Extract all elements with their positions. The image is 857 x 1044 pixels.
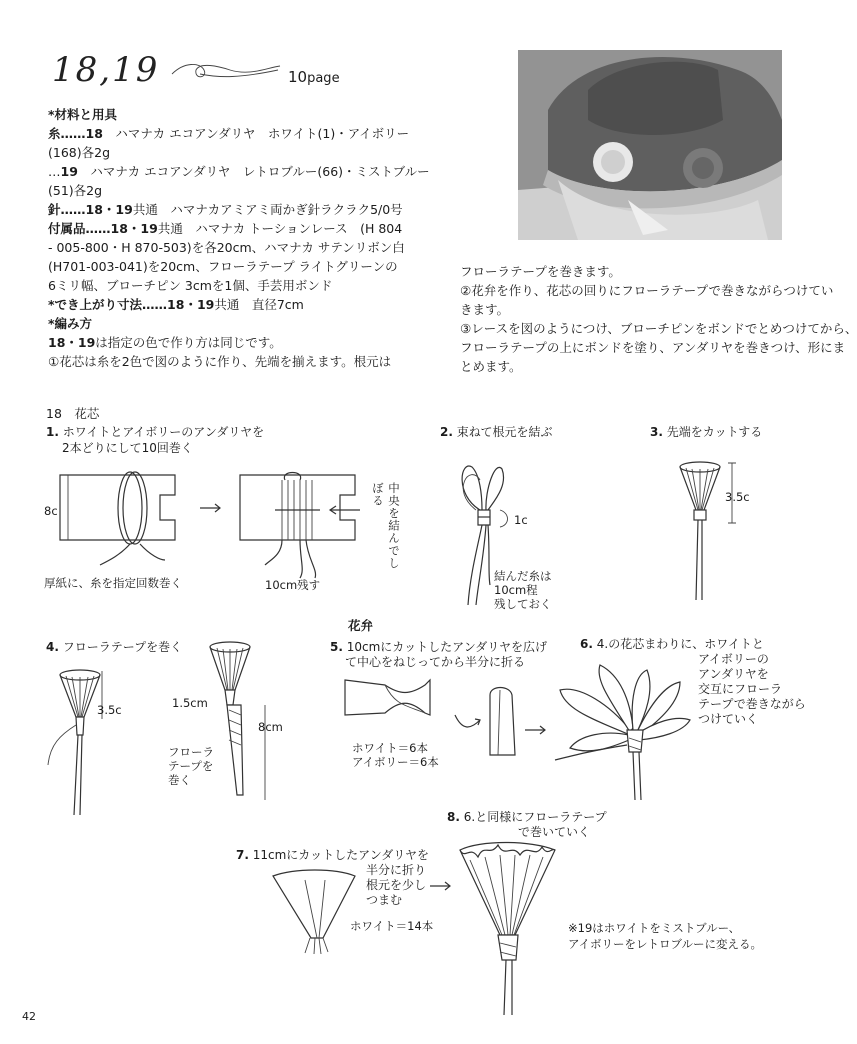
method-line: [48, 333, 488, 352]
step-3-35c: 3.5c: [725, 490, 750, 504]
hat-photo: [518, 50, 782, 240]
step-4-note-2: テープを: [168, 759, 214, 773]
step-7-line-4: つまむ: [366, 893, 403, 907]
section-petal: 花弁: [348, 618, 374, 633]
step-1-10cm: 10cm残す: [265, 578, 321, 592]
method-heading: *編み方: [48, 316, 93, 331]
instr-line-1: フローラテープを巻きます。: [460, 264, 621, 279]
needle-text: 共通 ハマナカアミアミ両かぎ針ラクラク5/0号: [132, 202, 403, 217]
step-4-8cm: 8cm: [258, 720, 283, 734]
yarn-19-num: 19: [60, 164, 78, 179]
step-4-num: 4.: [46, 640, 59, 654]
step-5-white: ホワイト＝6本: [352, 741, 428, 755]
step-2-note-2: 10cm程: [494, 583, 538, 597]
instructions-continued: [460, 262, 857, 376]
step-5-ivory: アイボリー＝6本: [352, 755, 439, 769]
step-3-diagram: [670, 455, 750, 610]
step-7-label: [236, 848, 429, 863]
needle-line: [48, 200, 488, 219]
step-4-35c: 3.5c: [97, 703, 122, 717]
step-2-num: 2.: [440, 425, 453, 439]
step-3-label: [650, 425, 762, 440]
title-flourish: [170, 56, 282, 82]
colour-note-2: アイボリーをレトロブルーに変える。: [568, 937, 763, 951]
step-6-line-3: アンダリヤを: [698, 667, 769, 681]
step-4-diagram-a: [40, 665, 125, 825]
step-1-diagram: [60, 460, 380, 585]
step-5-label: [330, 640, 547, 655]
step-6-diagram: [555, 660, 695, 805]
step-5-line-1: 10cmにカットしたアンダリヤを広げ: [346, 640, 547, 654]
step-7-line-2: 半分に折り: [366, 863, 427, 877]
step-7-num: 7.: [236, 848, 249, 862]
needle-num: 18・19: [85, 202, 133, 217]
step-5-num: 5.: [330, 640, 343, 654]
yarn-19-prefix: …: [48, 164, 61, 179]
accessories-line-4: 6ミリ幅、ブローチピン 3cmを1個、手芸用ボンド: [48, 278, 333, 293]
instr-line-2: ②花弁を作り、花芯の回りにフローラテープで巻きながらつけてい: [460, 283, 834, 298]
step-7-line-3: 根元を少し: [366, 878, 427, 892]
yarn-19-line: [48, 162, 488, 181]
accessories-line: [48, 219, 488, 238]
step-7-diagram: [265, 868, 465, 958]
method-num: 18・19: [48, 335, 96, 350]
accessories-line-3: (H701-003-041)を20cm、フローラテープ ライトグリーンの: [48, 259, 398, 274]
step-8-num: 8.: [447, 810, 460, 824]
materials-heading: *材料と用具: [48, 107, 118, 122]
size-line: [48, 295, 488, 314]
size-text: 共通 直径7cm: [214, 297, 304, 312]
step-1-caption: 厚紙に、糸を指定回数巻く: [44, 576, 182, 590]
yarn-18-cont: (168)各2g: [48, 145, 110, 160]
instr-line-4: ③レースを図のようにつけ、ブローチピンをボンドでとめつけてから、: [460, 321, 857, 336]
size-num: 18・19: [167, 297, 215, 312]
step-7-line-1: 11cmにカットしたアンダリヤを: [252, 848, 429, 862]
step-2-note-1: 結んだ糸は: [494, 569, 552, 583]
acc-text: 共通 ハマナカ トーションレース (H 804: [157, 221, 403, 236]
acc-prefix: 付属品……: [48, 221, 111, 236]
step-6-num: 6.: [580, 637, 593, 651]
pattern-title: 18,19: [52, 50, 160, 90]
acc-num: 18・19: [110, 221, 158, 236]
yarn-prefix: 糸……: [48, 126, 86, 141]
step-4-note-1: フローラ: [168, 745, 214, 759]
step-1-8c: 8c: [44, 504, 58, 518]
step-8-label: [447, 810, 607, 825]
step-7-white: ホワイト＝14本: [350, 919, 434, 933]
method-text: は指定の色で作り方は同じです。: [95, 335, 282, 350]
step-6-line-5: テープで巻きながら: [698, 697, 806, 711]
instr-line-6: とめます。: [460, 359, 522, 374]
page-number: 42: [22, 1010, 36, 1023]
step-6-line-2: アイボリーの: [698, 652, 769, 666]
page-reference-word: page: [307, 71, 340, 86]
step-4-note-3: 巻く: [168, 773, 191, 787]
step-1-num: 1.: [46, 425, 59, 439]
step-1-tie-note: 中央を結んでしぼる: [371, 482, 401, 570]
step-4-15cm: 1.5cm: [172, 696, 208, 710]
step-6-line-4: 交互にフローラ: [698, 682, 783, 696]
accessories-line-2: - 005-800・H 870-503)を各20cm、ハマナカ サテンリボン白: [48, 240, 405, 255]
instr-line-3: きます。: [460, 302, 510, 317]
step-6-label: [580, 637, 764, 652]
step-3-num: 3.: [650, 425, 663, 439]
section-flower-core: 18 花芯: [46, 406, 100, 421]
step-1-line-1: ホワイトとアイボリーのアンダリヤを: [62, 425, 265, 439]
yarn-18-line: [48, 124, 488, 143]
step-2-1c: 1c: [514, 513, 528, 527]
colour-note-1: ※19はホワイトをミストブルー、: [568, 921, 741, 935]
step-5-line-2: て中心をねじってから半分に折る: [345, 655, 526, 669]
step-2-note-3: 残しておく: [494, 597, 552, 611]
size-prefix: *でき上がり寸法……: [48, 297, 168, 312]
yarn-18-num: 18: [85, 126, 103, 141]
page-reference: [288, 68, 340, 86]
yarn-19-text: ハマナカ エコアンダリヤ レトロブルー(66)・ミストブルー: [77, 164, 430, 179]
step-6-line-6: つけていく: [698, 712, 759, 726]
yarn-19-cont: (51)各2g: [48, 183, 103, 198]
step-1-label: [46, 425, 264, 440]
page-reference-number: 10: [288, 68, 308, 86]
step-4-label: [46, 640, 182, 655]
step-2-text: 束ねて根元を結ぶ: [456, 425, 553, 439]
step-6-line-1: 4.の花芯まわりに、ホワイトと: [596, 637, 764, 651]
materials-block: [48, 105, 488, 371]
method-step-1: ①花芯は糸を2色で図のように作り、先端を揃えます。根元は: [48, 354, 392, 369]
step-8-line-1: 6.と同様にフローラテープ: [463, 810, 607, 824]
needle-prefix: 針……: [48, 202, 86, 217]
step-1-line-2: 2本どりにして10回巻く: [62, 441, 193, 455]
step-3-text: 先端をカットする: [666, 425, 763, 439]
step-4-text: フローラテープを巻く: [62, 640, 183, 654]
yarn-18-text: ハマナカ エコアンダリヤ ホワイト(1)・アイボリー: [102, 126, 410, 141]
step-2-label: [440, 425, 552, 440]
step-8-line-2: で巻いていく: [518, 825, 591, 839]
instr-line-5: フローラテープの上にボンドを塗り、アンダリヤを巻きつけ、形にま: [460, 340, 846, 355]
